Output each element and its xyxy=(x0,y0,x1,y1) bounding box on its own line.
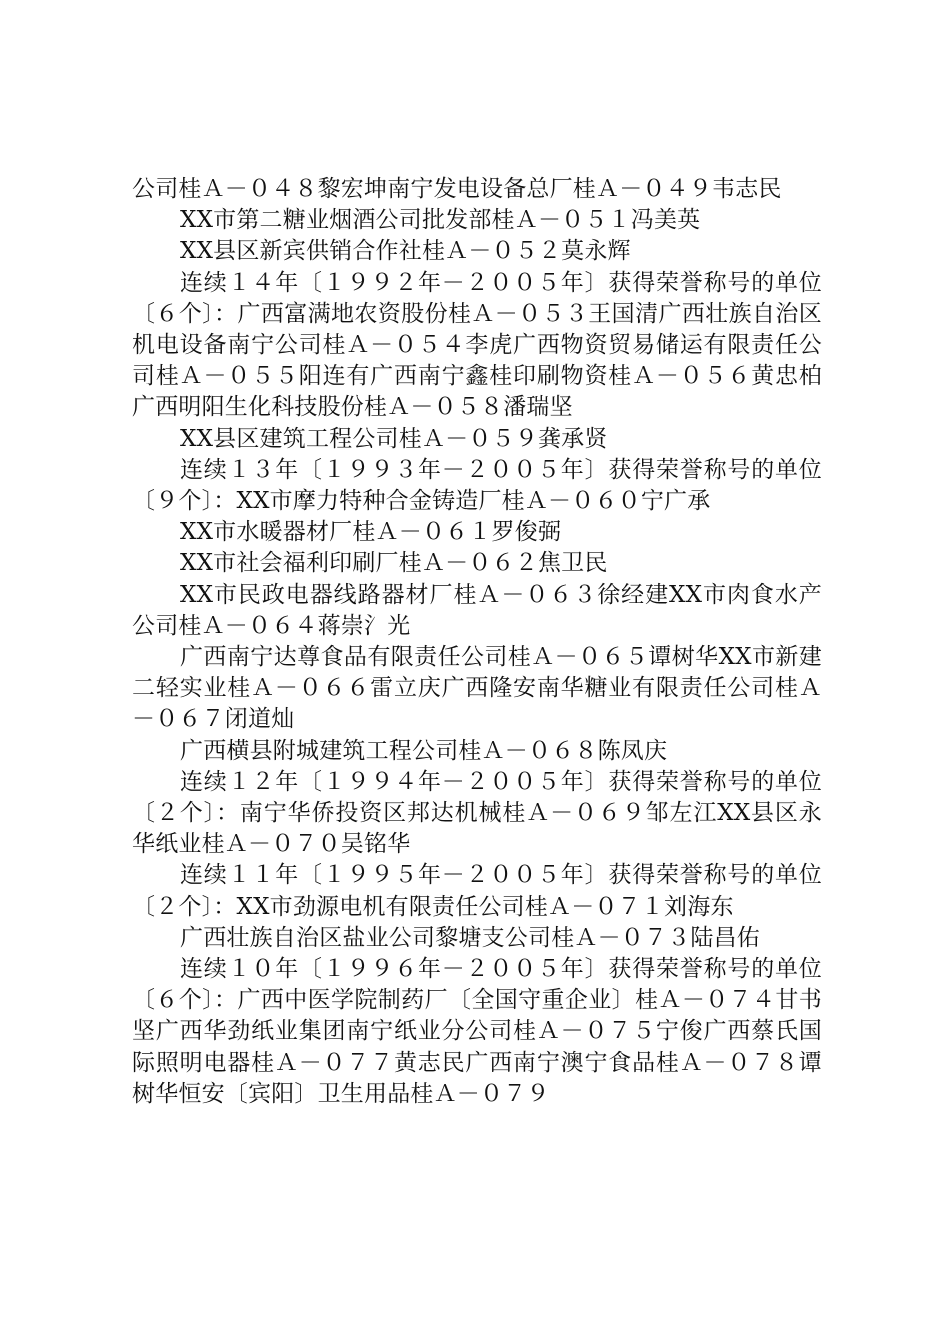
paragraph: XX市民政电器线路器材厂桂Ａ－０６３徐经建XX市肉食水产公司桂Ａ－０６４蒋崇氵光 xyxy=(132,581,822,639)
paragraph: 连续１０年〔１９９６年－２００５年〕获得荣誉称号的单位〔６个〕：广西中医学院制药厂〔全国守重企业〕桂Ａ－０７４甘书坚广西华劲纸业集团南宁纸业分公司桂Ａ－０７５宁俊广西蔡氏国际照明电器桂Ａ－０７７黄志民广西南宁澳宁食品桂Ａ－０７８谭树华恒安〔宾阳〕卫生用品桂Ａ－０７９ xyxy=(132,956,822,1107)
paragraph: XX县区建筑工程公司桂Ａ－０５９龚承贤 xyxy=(180,425,608,452)
paragraph: 连续１３年〔１９９３年－２００５年〕获得荣誉称号的单位〔９个〕：XX市摩力特种合金铸造厂桂Ａ－０６０宁广承 xyxy=(132,456,822,515)
paragraph: XX市水暖器材厂桂Ａ－０６１罗俊弼 xyxy=(180,519,562,546)
document-body xyxy=(132,174,822,1110)
paragraph: XX市社会福利印刷厂桂Ａ－０６２焦卫民 xyxy=(180,550,608,577)
paragraph: 连续１１年〔１９９５年－２００５年〕获得荣誉称号的单位〔２个〕：XX市劲源电机有限责任公司桂Ａ－０７１刘海东 xyxy=(132,862,822,920)
paragraph: 广西南宁达尊食品有限责任公司桂Ａ－０６５谭树华XX市新建二轻实业桂Ａ－０６６雷立庆广西隆安南华糖业有限责任公司桂Ａ－０６７闭道灿 xyxy=(132,644,822,733)
paragraph: 连续１４年〔１９９２年－２００５年〕获得荣誉称号的单位〔６个〕：广西富满地农资股份桂Ａ－０５３王国清广西壮族自治区机电设备南宁公司桂Ａ－０５４李虎广西物资贸易储运有限责任公司桂Ａ－０５５阳连有广西南宁鑫桂印刷物资桂Ａ－０５６黄忠柏广西明阳生化科技股份桂Ａ－０５８潘瑞坚 xyxy=(132,269,822,421)
paragraph: XX市第二糖业烟酒公司批发部桂Ａ－０５１冯美英 xyxy=(180,207,701,234)
paragraph: XX县区新宾供销合作社桂Ａ－０５２莫永辉 xyxy=(180,238,631,265)
paragraph: 广西壮族自治区盐业公司黎塘支公司桂Ａ－０７３陆昌佑 xyxy=(180,924,760,951)
paragraph: 广西横县附城建筑工程公司桂Ａ－０６８陈凤庆 xyxy=(180,737,668,764)
paragraph: 连续１２年〔１９９４年－２００５年〕获得荣誉称号的单位〔２个〕：南宁华侨投资区邦达机械桂Ａ－０６９邹左江XX县区永华纸业桂Ａ－０７０吴铭华 xyxy=(132,768,822,858)
paragraph: 公司桂Ａ－０４８黎宏坤南宁发电设备总厂桂Ａ－０４９韦志民 xyxy=(132,176,782,202)
